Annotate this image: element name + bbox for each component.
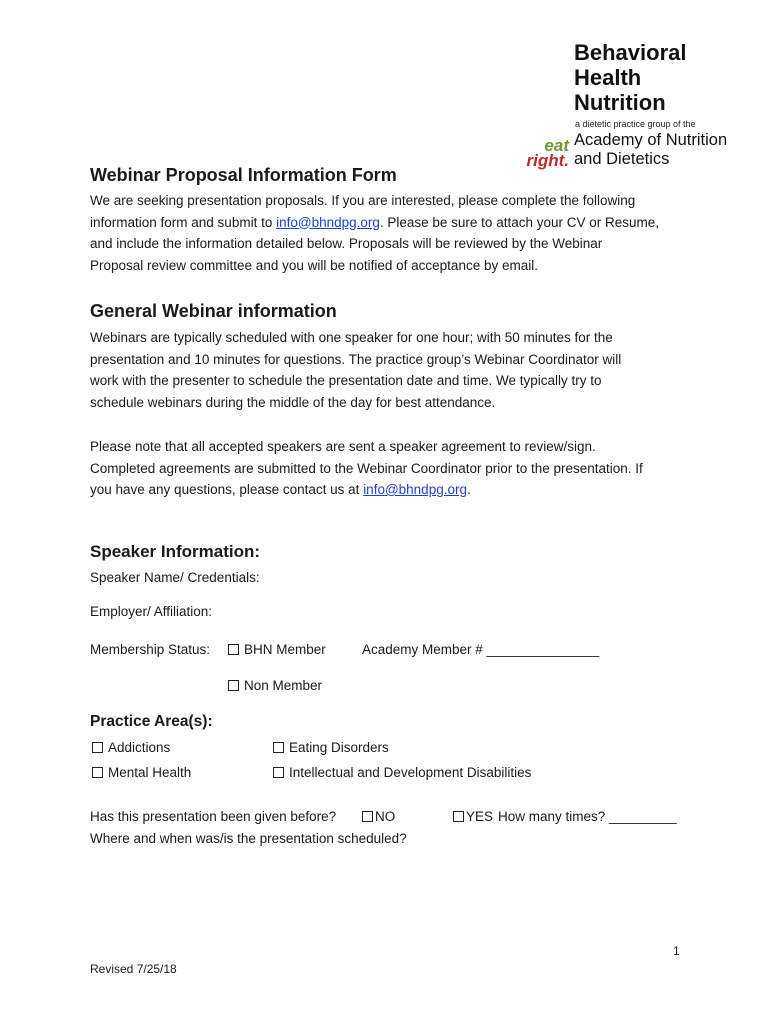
intro-line: and include the information detailed below. Proposals will be reviewed by the Webinar bbox=[90, 236, 603, 251]
academy-line-2: and Dietetics bbox=[574, 150, 670, 168]
logo-line-3: Nutrition bbox=[574, 90, 666, 115]
general-text: you have any questions, please contact us at bbox=[90, 482, 364, 497]
checkbox[interactable] bbox=[362, 811, 373, 822]
yes-option[interactable] bbox=[453, 806, 493, 828]
logo-subtitle: a dietetic practice group of the bbox=[575, 119, 696, 129]
general-line: Webinars are typically scheduled with one speaker for one hour; with 50 minutes for the bbox=[90, 330, 613, 345]
right-text: right. bbox=[526, 151, 569, 170]
checkbox[interactable] bbox=[92, 767, 103, 778]
checkbox[interactable] bbox=[228, 680, 239, 691]
revised-date: Revised 7/25/18 bbox=[90, 962, 177, 976]
intro-text: information form and submit to bbox=[90, 214, 277, 230]
intellectual-label: Intellectual and Development Disabilities bbox=[289, 765, 532, 780]
checkbox[interactable] bbox=[228, 644, 239, 655]
addictions-option[interactable] bbox=[92, 737, 170, 759]
non-member-option[interactable] bbox=[228, 675, 322, 697]
checkbox[interactable] bbox=[273, 767, 284, 778]
no-option[interactable] bbox=[362, 806, 395, 828]
no-label: NO bbox=[375, 809, 396, 824]
general-text: . bbox=[466, 482, 471, 497]
eat-text: eat bbox=[544, 136, 569, 155]
general-line: work with the presenter to schedule the presentation date and time. We typically try to bbox=[90, 373, 602, 388]
bhn-member-option[interactable] bbox=[228, 639, 326, 661]
membership-label: Membership Status: bbox=[90, 642, 211, 657]
intro-line bbox=[90, 212, 710, 234]
checkbox[interactable] bbox=[92, 742, 103, 753]
eating-disorders-label: Eating Disorders bbox=[289, 740, 389, 755]
practice-heading: Practice Area(s): bbox=[90, 713, 213, 730]
how-many-times-field[interactable]: How many times? _________ bbox=[498, 809, 677, 824]
eating-disorders-option[interactable] bbox=[273, 737, 389, 759]
checkbox[interactable] bbox=[453, 811, 464, 822]
non-member-label: Non Member bbox=[244, 678, 323, 693]
mental-health-label: Mental Health bbox=[108, 765, 192, 780]
page-number: 1 bbox=[673, 944, 680, 958]
bhn-member-label: BHN Member bbox=[244, 642, 326, 657]
intellectual-option[interactable] bbox=[273, 762, 531, 784]
given-before-question: Has this presentation been given before? bbox=[90, 809, 337, 824]
general-line: Completed agreements are submitted to the Webinar Coordinator prior to the presentation. If bbox=[90, 460, 643, 476]
page-title: Webinar Proposal Information Form bbox=[90, 165, 397, 185]
intro-paragraph bbox=[90, 190, 710, 276]
logo-line-2: Health bbox=[574, 65, 642, 90]
checkbox[interactable] bbox=[273, 742, 284, 753]
academy-member-field[interactable]: Academy Member # _______________ bbox=[362, 642, 600, 657]
general-paragraph-2 bbox=[90, 436, 710, 501]
intro-text: . Please be sure to attach your CV or Resume, bbox=[379, 214, 660, 230]
academy-logo-text bbox=[574, 131, 727, 169]
email-link[interactable]: info@bhndpg.org bbox=[276, 214, 380, 230]
where-when-question: Where and when was/is the presentation scheduled? bbox=[90, 831, 407, 846]
employer-label: Employer/ Affiliation: bbox=[90, 604, 213, 619]
general-line: Please note that all accepted speakers are sent a speaker agreement to review/sign. bbox=[90, 439, 596, 454]
general-line bbox=[90, 479, 710, 501]
intro-line: We are seeking presentation proposals. If you are interested, please complete the following bbox=[90, 193, 636, 208]
academy-line-1: Academy of Nutrition bbox=[574, 131, 728, 149]
speaker-heading: Speaker Information: bbox=[90, 542, 261, 561]
intro-line: Proposal review committee and you will be notified of acceptance by email. bbox=[90, 257, 538, 273]
general-line: schedule webinars during the middle of the day for best attendance. bbox=[90, 394, 496, 410]
email-link[interactable]: info@bhndpg.org bbox=[363, 482, 467, 497]
yes-label: YES bbox=[466, 809, 494, 824]
addictions-label: Addictions bbox=[108, 740, 171, 755]
bhn-logo bbox=[574, 40, 687, 115]
general-heading: General Webinar information bbox=[90, 301, 337, 321]
eat-right-logo bbox=[519, 138, 569, 168]
general-line: presentation and 10 minutes for questions. The practice group’s Webinar Coordinator will bbox=[90, 351, 622, 367]
mental-health-option[interactable] bbox=[92, 762, 191, 784]
general-paragraph-1 bbox=[90, 327, 710, 413]
logo-line-1: Behavioral bbox=[574, 40, 687, 65]
speaker-name-label: Speaker Name/ Credentials: bbox=[90, 570, 260, 585]
